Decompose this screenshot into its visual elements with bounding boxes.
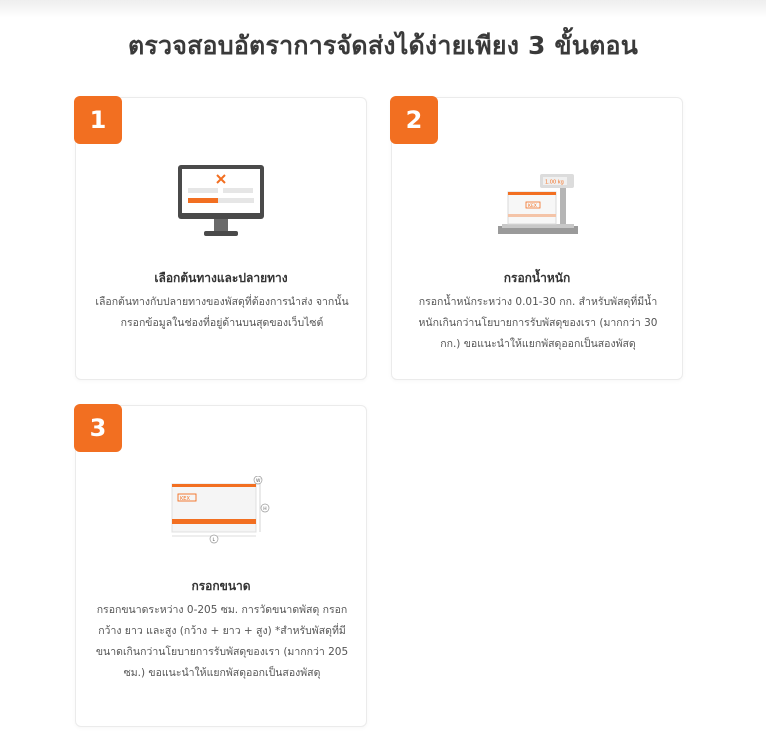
header-shadow (0, 0, 766, 18)
step-card-3 (75, 405, 367, 727)
parcel-box-icon (170, 476, 274, 544)
scale-display-text: 1.00 kg (545, 179, 564, 186)
step-description: เลือกต้นทางกับปลายทางของพัสดุที่ต้องการนำส่ง จากนั้นกรอกข้อมูลในช่องที่อยู่ด้านบนสุดของเว็บไซต์ (95, 296, 349, 329)
length-label: L (212, 538, 216, 543)
step-title: กรอกน้ำหนัก (503, 271, 571, 285)
width-label: W (256, 479, 261, 484)
step-title: เลือกต้นทางและปลายทาง (154, 271, 288, 285)
step-number-badge: 2 (390, 96, 438, 144)
step-description: กรอกขนาดระหว่าง 0-205 ซม. การวัดขนาดพัสดุ กรอกกว้าง ยาว และสูง (กว้าง + ยาว + สูง) *สำหรับพัสดุที่มีขนาดเกินกว่านโยบายการรับพัสดุของเรา (มากกว่า 205 ซม.) ขอแนะนำให้แยกพัสดุออกเป็นสองพัสดุ (95, 604, 349, 679)
step-number-badge: 1 (74, 96, 122, 144)
box-label-text: KEX (180, 496, 190, 502)
step-card-2 (391, 97, 683, 380)
step-card-1 (75, 97, 367, 380)
step-title: กรอกขนาด (191, 579, 251, 593)
monitor-icon (176, 163, 266, 241)
step-number-badge: 3 (74, 404, 122, 452)
page-title: ตรวจสอบอัตราการจัดส่งได้ง่ายเพียง 3 ขั้นตอน (127, 31, 639, 60)
step-description: กรอกน้ำหนักระหว่าง 0.01-30 กก. สำหรับพัสดุที่มีน้ำหนักเกินกว่านโยบายการรับพัสดุของเรา (มากกว่า 30 กก.) ขอแนะนำให้แยกพัสดุออกเป็นสองพัสดุ (418, 296, 658, 350)
scale-icon (496, 168, 580, 236)
box-label-text: KEX (528, 204, 537, 209)
height-label: H (263, 507, 267, 512)
